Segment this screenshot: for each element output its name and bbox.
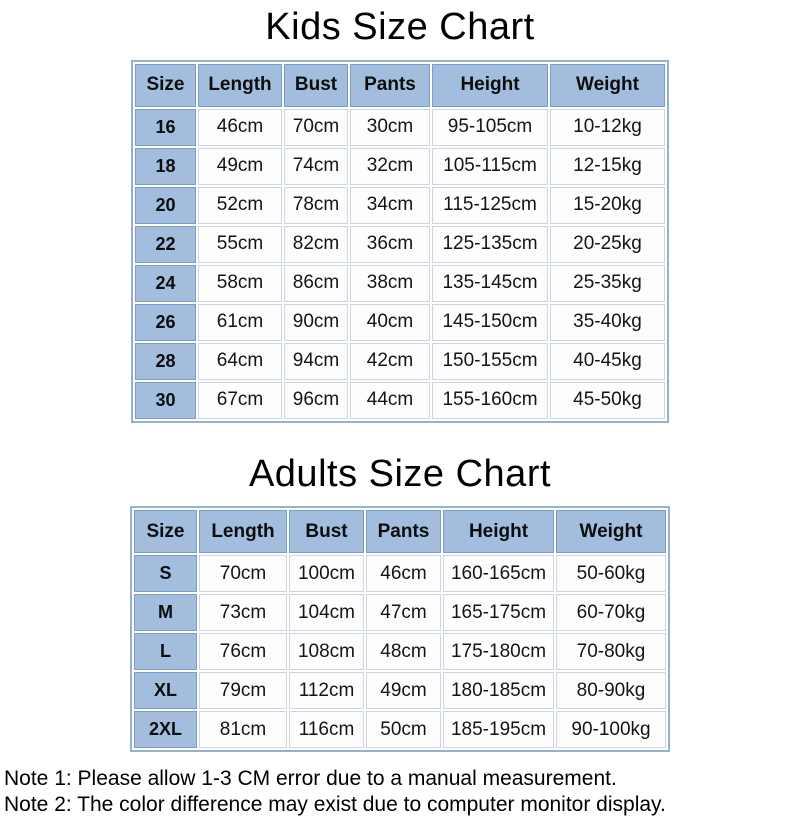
table-cell: 34cm bbox=[350, 187, 430, 224]
table-cell: 185-195cm bbox=[443, 711, 554, 748]
table-cell: 90cm bbox=[284, 304, 348, 341]
table-row bbox=[134, 672, 666, 709]
table-cell: 82cm bbox=[284, 226, 348, 263]
size-row-header: 30 bbox=[135, 382, 196, 419]
table-cell: 70cm bbox=[284, 109, 348, 146]
column-header-bust: Bust bbox=[289, 510, 364, 553]
table-cell: 105-115cm bbox=[432, 148, 548, 185]
table-cell: 46cm bbox=[198, 109, 282, 146]
table-cell: 44cm bbox=[350, 382, 430, 419]
table-row bbox=[134, 633, 666, 670]
column-header-length: Length bbox=[199, 510, 287, 553]
column-header-length: Length bbox=[198, 64, 282, 107]
table-cell: 58cm bbox=[198, 265, 282, 302]
table-row bbox=[135, 148, 665, 185]
table-row bbox=[134, 555, 666, 592]
table-cell: 116cm bbox=[289, 711, 364, 748]
table-cell: 32cm bbox=[350, 148, 430, 185]
table-cell: 40-45kg bbox=[550, 343, 665, 380]
size-row-header: 20 bbox=[135, 187, 196, 224]
adults-chart-title: Adults Size Chart bbox=[248, 452, 552, 495]
size-row-header: 2XL bbox=[134, 711, 197, 748]
table-cell: 52cm bbox=[198, 187, 282, 224]
column-header-pants: Pants bbox=[366, 510, 441, 553]
table-cell: 20-25kg bbox=[550, 226, 665, 263]
table-cell: 74cm bbox=[284, 148, 348, 185]
table-row bbox=[135, 343, 665, 380]
table-cell: 48cm bbox=[366, 633, 441, 670]
column-header-weight: Weight bbox=[550, 64, 665, 107]
table-row bbox=[135, 304, 665, 341]
kids-size-chart-section bbox=[0, 4, 800, 423]
table-cell: 180-185cm bbox=[443, 672, 554, 709]
table-row bbox=[135, 226, 665, 263]
table-cell: 30cm bbox=[350, 109, 430, 146]
table-cell: 42cm bbox=[350, 343, 430, 380]
table-cell: 135-145cm bbox=[432, 265, 548, 302]
table-cell: 70cm bbox=[199, 555, 287, 592]
header-row bbox=[135, 64, 665, 107]
table-cell: 76cm bbox=[199, 633, 287, 670]
table-cell: 80-90kg bbox=[556, 672, 666, 709]
size-row-header: 28 bbox=[135, 343, 196, 380]
table-cell: 125-135cm bbox=[432, 226, 548, 263]
column-header-pants: Pants bbox=[350, 64, 430, 107]
table-cell: 90-100kg bbox=[556, 711, 666, 748]
table-cell: 64cm bbox=[198, 343, 282, 380]
table-cell: 175-180cm bbox=[443, 633, 554, 670]
table-row bbox=[135, 187, 665, 224]
size-row-header: XL bbox=[134, 672, 197, 709]
table-cell: 49cm bbox=[198, 148, 282, 185]
table-cell: 115-125cm bbox=[432, 187, 548, 224]
table-cell: 86cm bbox=[284, 265, 348, 302]
adults-size-chart-section bbox=[0, 451, 800, 753]
note-2: Note 2: The color difference may exist due to computer monitor display. bbox=[4, 793, 666, 816]
table-cell: 160-165cm bbox=[443, 555, 554, 592]
table-cell: 25-35kg bbox=[550, 265, 665, 302]
table-cell: 94cm bbox=[284, 343, 348, 380]
column-header-size: Size bbox=[134, 510, 197, 553]
table-cell: 36cm bbox=[350, 226, 430, 263]
table-row bbox=[134, 711, 666, 748]
table-row bbox=[135, 265, 665, 302]
table-cell: 70-80kg bbox=[556, 633, 666, 670]
table-cell: 15-20kg bbox=[550, 187, 665, 224]
size-row-header: 26 bbox=[135, 304, 196, 341]
table-cell: 104cm bbox=[289, 594, 364, 631]
table-cell: 50cm bbox=[366, 711, 441, 748]
table-row bbox=[135, 109, 665, 146]
column-header-height: Height bbox=[432, 64, 548, 107]
size-row-header: 22 bbox=[135, 226, 196, 263]
table-cell: 95-105cm bbox=[432, 109, 548, 146]
kids-size-table bbox=[131, 60, 669, 423]
table-cell: 46cm bbox=[366, 555, 441, 592]
table-cell: 49cm bbox=[366, 672, 441, 709]
column-header-height: Height bbox=[443, 510, 554, 553]
table-cell: 81cm bbox=[199, 711, 287, 748]
table-cell: 45-50kg bbox=[550, 382, 665, 419]
size-row-header: 18 bbox=[135, 148, 196, 185]
table-cell: 12-15kg bbox=[550, 148, 665, 185]
table-cell: 47cm bbox=[366, 594, 441, 631]
header-row bbox=[134, 510, 666, 553]
size-row-header: M bbox=[134, 594, 197, 631]
table-cell: 40cm bbox=[350, 304, 430, 341]
table-cell: 78cm bbox=[284, 187, 348, 224]
table-cell: 61cm bbox=[198, 304, 282, 341]
table-cell: 108cm bbox=[289, 633, 364, 670]
table-cell: 100cm bbox=[289, 555, 364, 592]
table-cell: 73cm bbox=[199, 594, 287, 631]
table-cell: 60-70kg bbox=[556, 594, 666, 631]
size-row-header: 16 bbox=[135, 109, 196, 146]
notes-block bbox=[0, 766, 800, 818]
size-row-header: S bbox=[134, 555, 197, 592]
size-row-header: L bbox=[134, 633, 197, 670]
table-row bbox=[134, 594, 666, 631]
table-cell: 150-155cm bbox=[432, 343, 548, 380]
table-cell: 67cm bbox=[198, 382, 282, 419]
column-header-size: Size bbox=[135, 64, 196, 107]
column-header-bust: Bust bbox=[284, 64, 348, 107]
table-cell: 112cm bbox=[289, 672, 364, 709]
table-cell: 155-160cm bbox=[432, 382, 548, 419]
table-cell: 10-12kg bbox=[550, 109, 665, 146]
note-1: Note 1: Please allow 1-3 CM error due to a manual measurement. bbox=[4, 767, 617, 790]
adults-size-table bbox=[130, 506, 670, 752]
table-cell: 165-175cm bbox=[443, 594, 554, 631]
table-cell: 79cm bbox=[199, 672, 287, 709]
column-header-weight: Weight bbox=[556, 510, 666, 553]
table-row bbox=[135, 382, 665, 419]
table-cell: 50-60kg bbox=[556, 555, 666, 592]
table-cell: 38cm bbox=[350, 265, 430, 302]
table-cell: 55cm bbox=[198, 226, 282, 263]
table-cell: 35-40kg bbox=[550, 304, 665, 341]
size-row-header: 24 bbox=[135, 265, 196, 302]
table-cell: 145-150cm bbox=[432, 304, 548, 341]
table-cell: 96cm bbox=[284, 382, 348, 419]
kids-chart-title: Kids Size Chart bbox=[265, 6, 535, 48]
